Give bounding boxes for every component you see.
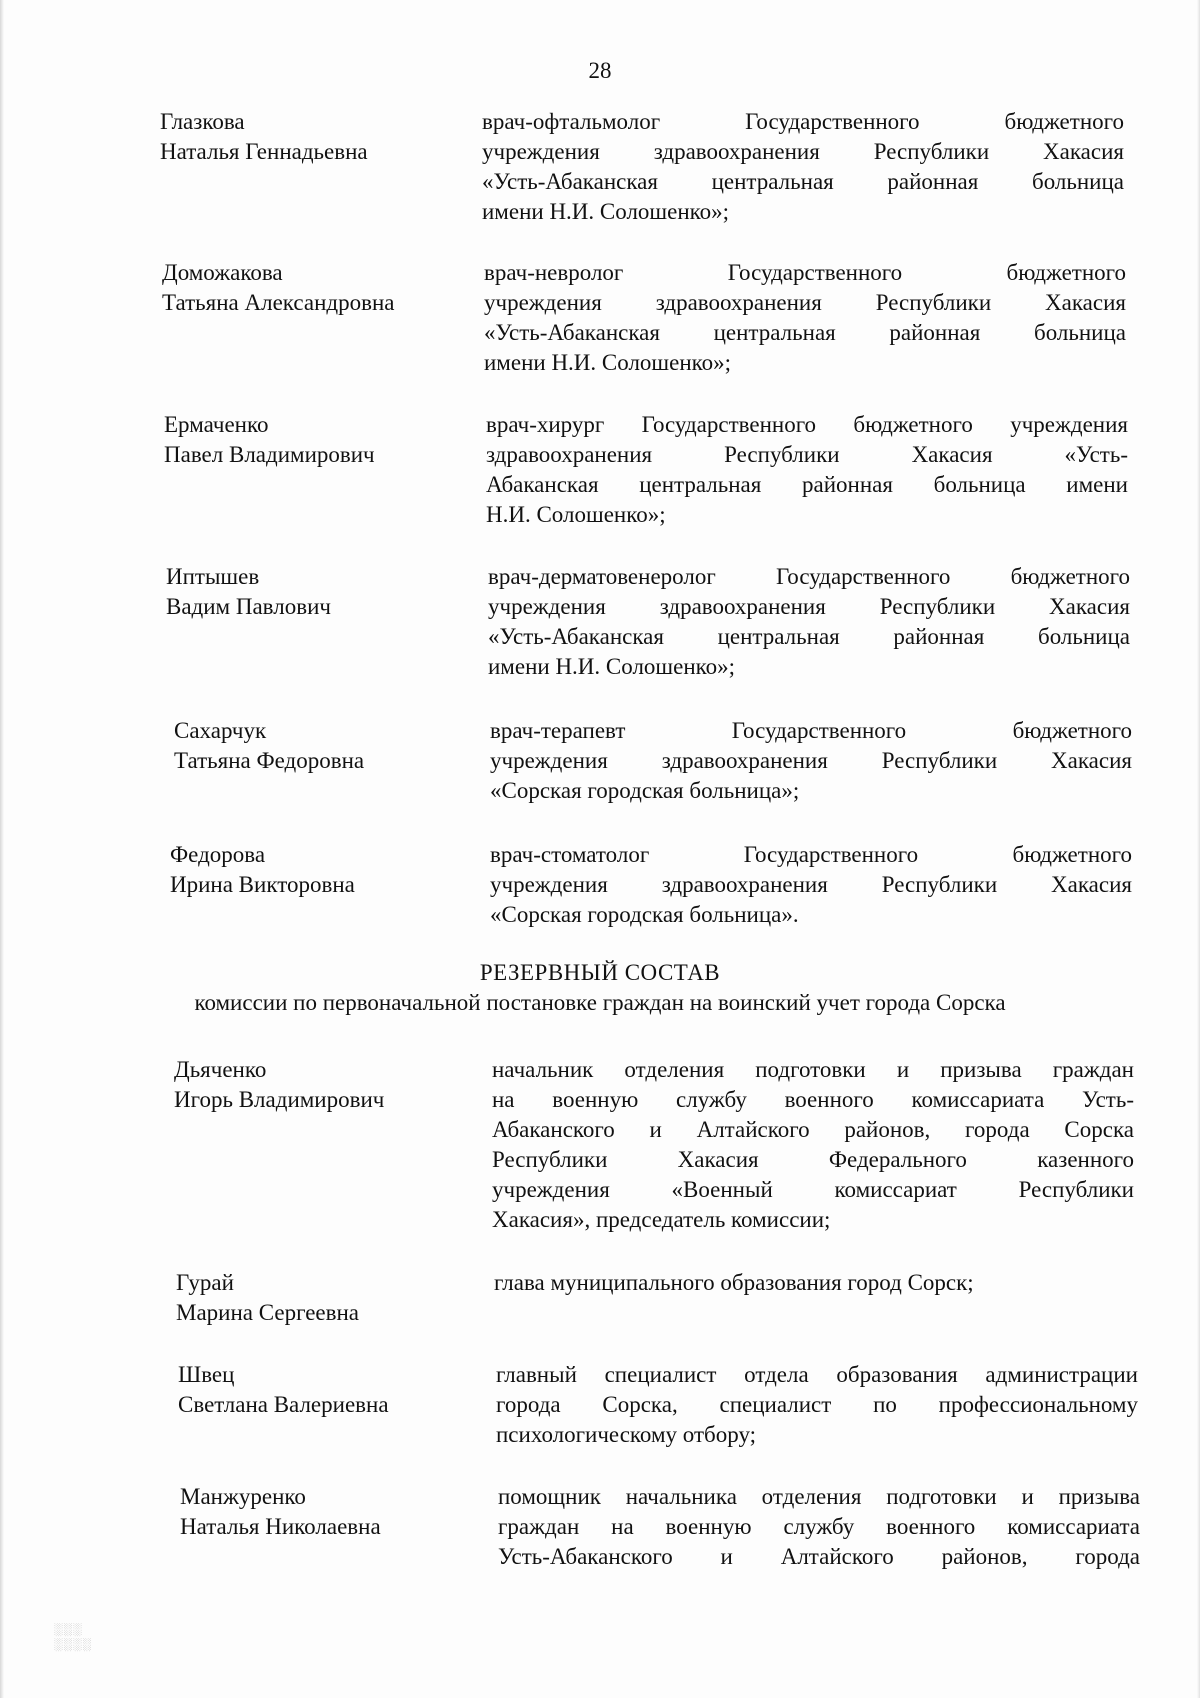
reserve-section-subtitle: комиссии по первоначальной постановке граждан на воинский учет города Сорска (194, 990, 1006, 1015)
member-name (164, 410, 464, 470)
reserve-section-title: РЕЗЕРВНЫЙ СОСТАВ (479, 960, 721, 985)
member-name (180, 1482, 480, 1542)
member-position (482, 107, 1124, 227)
member-name (160, 107, 460, 167)
member-given-names: Игорь Владимирович (174, 1087, 385, 1112)
member-name (170, 840, 470, 900)
position-line: учреждения здравоохранения Республики Хакасия (490, 748, 1132, 773)
member-entry (174, 716, 1132, 806)
position-line: здравоохранения Республики Хакасия «Усть- (486, 442, 1128, 467)
position-line: врач-хирург Государственного бюджетного учреждения (486, 412, 1128, 437)
member-given-names: Татьяна Александровна (162, 290, 395, 315)
position-line: учреждения здравоохранения Республики Хакасия (482, 139, 1124, 164)
member-position (488, 562, 1130, 682)
position-line: имени Н.И. Солошенко»; (482, 199, 730, 224)
position-line: имени Н.И. Солошенко»; (488, 654, 736, 679)
reserve-member-entry (174, 1055, 1134, 1235)
member-name (176, 1268, 476, 1328)
member-surname: Глазкова (160, 109, 245, 134)
member-given-names: Наталья Геннадьевна (160, 139, 368, 164)
member-given-names: Вадим Павлович (166, 594, 331, 619)
reserve-member-entry (178, 1360, 1138, 1450)
member-surname: Гурай (176, 1270, 234, 1295)
position-line: Абаканская центральная районная больница имени (486, 472, 1128, 497)
position-line: учреждения здравоохранения Республики Хакасия (484, 290, 1126, 315)
position-line: Абаканского и Алтайского районов, города Сорска (492, 1117, 1134, 1142)
position-line: врач-стоматолог Государственного бюджетного (490, 842, 1132, 867)
member-entry (160, 107, 1124, 227)
member-surname: Швец (178, 1362, 235, 1387)
position-line: учреждения здравоохранения Республики Хакасия (490, 872, 1132, 897)
member-position (498, 1482, 1140, 1572)
position-line: психологическому отбору; (496, 1422, 757, 1447)
position-line: учреждения «Военный комиссариат Республики (492, 1177, 1134, 1202)
member-given-names: Павел Владимирович (164, 442, 375, 467)
member-entry (162, 258, 1126, 378)
position-line: «Усть-Абаканская центральная районная больница (488, 624, 1130, 649)
member-surname: Иптышев (166, 564, 260, 589)
position-line: главный специалист отдела образования администрации (496, 1362, 1138, 1387)
position-line: «Сорская городская больница»; (490, 778, 800, 803)
member-surname: Федорова (170, 842, 266, 867)
position-line: имени Н.И. Солошенко»; (484, 350, 732, 375)
faded-stamp-mark: ░░░ ░░░░ (54, 1622, 93, 1651)
member-entry (170, 840, 1132, 930)
member-given-names: Марина Сергеевна (176, 1300, 359, 1325)
member-surname: Сахарчук (174, 718, 267, 743)
member-name (178, 1360, 478, 1420)
member-given-names: Наталья Николаевна (180, 1514, 381, 1539)
member-surname: Доможакова (162, 260, 283, 285)
member-given-names: Светлана Валериевна (178, 1392, 389, 1417)
member-position (490, 716, 1132, 806)
member-name (174, 1055, 474, 1115)
position-line: города Сорска, специалист по профессиональному (496, 1392, 1138, 1417)
position-line: врач-дерматовенеролог Государственного бюджетного (488, 564, 1130, 589)
member-position (492, 1055, 1134, 1235)
position-line: «Усть-Абаканская центральная районная больница (482, 169, 1124, 194)
position-line: Усть-Абаканского и Алтайского районов, города (498, 1544, 1140, 1569)
member-position (496, 1360, 1138, 1450)
member-position (484, 258, 1126, 378)
position-line: учреждения здравоохранения Республики Хакасия (488, 594, 1130, 619)
member-name (166, 562, 466, 622)
position-line: «Сорская городская больница». (490, 902, 799, 927)
position-line: Н.И. Солошенко»; (486, 502, 666, 527)
member-position (490, 840, 1132, 930)
member-position (494, 1268, 1136, 1298)
member-position (486, 410, 1128, 530)
member-name (174, 716, 474, 776)
position-line: врач-офтальмолог Государственного бюджетного (482, 109, 1124, 134)
page-number: 28 (588, 58, 612, 83)
position-line: граждан на военную службу военного комиссариата (498, 1514, 1140, 1539)
position-line: Республики Хакасия Федерального казенного (492, 1147, 1134, 1172)
position-line: помощник начальника отделения подготовки и призыва (498, 1484, 1140, 1509)
member-name (162, 258, 462, 318)
member-given-names: Ирина Викторовна (170, 872, 355, 897)
member-entry (164, 410, 1128, 530)
position-line: врач-невролог Государственного бюджетного (484, 260, 1126, 285)
reserve-member-entry (180, 1482, 1140, 1572)
position-line: на военную службу военного комиссариата Усть- (492, 1087, 1134, 1112)
member-surname: Дьяченко (174, 1057, 267, 1082)
position-line: «Усть-Абаканская центральная районная больница (484, 320, 1126, 345)
position-line: Хакасия», председатель комиссии; (492, 1207, 831, 1232)
member-surname: Ермаченко (164, 412, 269, 437)
scan-edge-left (0, 0, 4, 1698)
position-line: врач-терапевт Государственного бюджетного (490, 718, 1132, 743)
member-surname: Манжуренко (180, 1484, 306, 1509)
member-entry (166, 562, 1130, 682)
position-line: глава муниципального образования город Сорск; (494, 1270, 974, 1295)
member-given-names: Татьяна Федоровна (174, 748, 365, 773)
position-line: начальник отделения подготовки и призыва граждан (492, 1057, 1134, 1082)
reserve-member-entry (176, 1268, 1130, 1328)
